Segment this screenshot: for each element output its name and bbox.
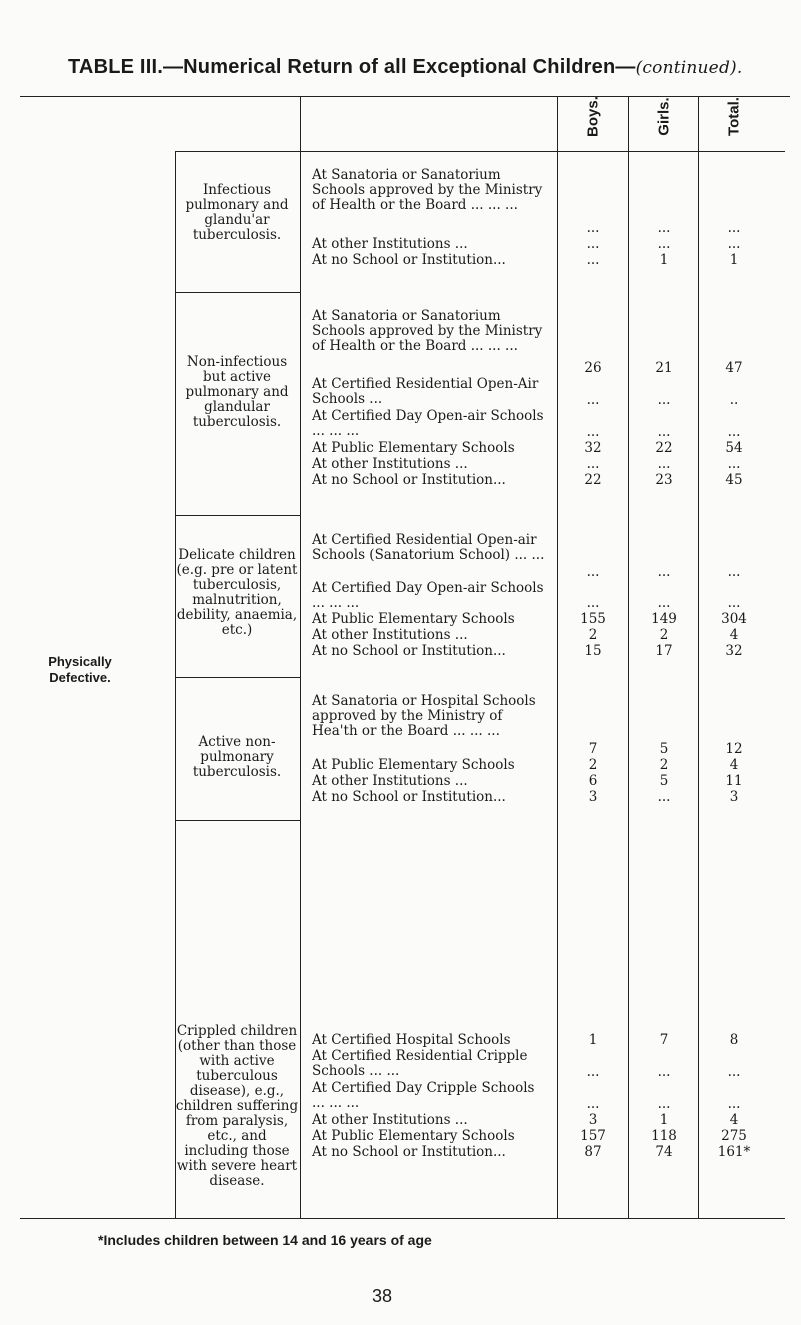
- cell-boys: ...: [586, 595, 600, 611]
- cell-total: 4: [729, 1112, 739, 1128]
- cell-total: 47: [725, 360, 743, 376]
- cell-boys: ...: [586, 252, 600, 268]
- cell-total: 54: [725, 440, 743, 456]
- row-label: At Sanatoria or Hospital Schools approved by the Ministry of Hea'th or the Board ... ... ...: [312, 693, 536, 739]
- cell-boys: 2: [588, 757, 598, 773]
- row-label: At Certified Day Cripple Schools ... ... ...: [312, 1080, 535, 1111]
- row-label: At no School or Institution...: [312, 789, 506, 805]
- cell-total: 3: [729, 789, 739, 805]
- cell-total: 32: [725, 643, 743, 659]
- category-delicate: Delicate children (e.g. pre or latent tuberculosis, malnutrition, debility, anaemia, etc.): [176, 547, 298, 638]
- row-label: At no School or Institution...: [312, 643, 506, 659]
- cell-girls: ...: [657, 1064, 671, 1080]
- cell-total: 4: [729, 627, 739, 643]
- row-label: At Sanatoria or Sanatorium Schools approved by the Ministry of Health or the Board ... ... ...: [312, 167, 543, 213]
- cell-boys: 1: [588, 1032, 598, 1048]
- cell-boys: ...: [586, 236, 600, 252]
- cell-girls: 2: [659, 757, 669, 773]
- cell-total: ...: [727, 564, 741, 580]
- cell-boys: 2: [588, 627, 598, 643]
- cell-total: 161*: [717, 1144, 751, 1160]
- girls-header: Girls.: [655, 97, 673, 136]
- row-label: At Public Elementary Schools: [312, 757, 515, 773]
- cell-girls: 17: [655, 643, 673, 659]
- cell-boys: 15: [584, 643, 602, 659]
- cell-total: ...: [727, 424, 741, 440]
- cell-boys: 22: [584, 472, 602, 488]
- cell-girls: ...: [657, 595, 671, 611]
- cell-boys: 3: [588, 1112, 598, 1128]
- cell-girls: 118: [651, 1128, 677, 1144]
- cell-boys: 7: [588, 741, 598, 757]
- physically-defective-label: Physically Defective.: [48, 654, 112, 685]
- cell-girls: 1: [659, 252, 669, 268]
- cell-total: 304: [721, 611, 747, 627]
- cell-total: 4: [729, 757, 739, 773]
- cell-boys: 6: [588, 773, 598, 789]
- row-label: At no School or Institution...: [312, 1144, 506, 1160]
- cell-boys: ...: [586, 456, 600, 472]
- cell-total: ...: [727, 236, 741, 252]
- cell-boys: ...: [586, 424, 600, 440]
- cell-boys: ...: [586, 220, 600, 236]
- row-label: At Certified Hospital Schools: [312, 1032, 511, 1048]
- row-label: At Certified Residential Open-air Schools (Sanatorium School) ... ...: [312, 532, 545, 563]
- row-label: At Certified Day Open-air Schools ... ... ...: [312, 408, 544, 439]
- cell-boys: 155: [580, 611, 606, 627]
- cell-girls: 149: [651, 611, 677, 627]
- row-label: At other Institutions ...: [312, 456, 468, 472]
- cell-boys: 3: [588, 789, 598, 805]
- row-label: At other Institutions ...: [312, 773, 468, 789]
- cell-boys: ...: [586, 1096, 600, 1112]
- row-label: At Certified Residential Open-Air Schools ...: [312, 376, 539, 407]
- page-title: TABLE III.—Numerical Return of all Exceptional Children—(continued).: [68, 56, 743, 78]
- row-label: At Public Elementary Schools: [312, 611, 515, 627]
- footnote: *Includes children between 14 and 16 years of age: [98, 1232, 432, 1248]
- cell-total: ...: [727, 456, 741, 472]
- row-label: At no School or Institution...: [312, 472, 506, 488]
- cell-girls: ...: [657, 424, 671, 440]
- cell-girls: 5: [659, 741, 669, 757]
- category-crippled: Crippled children (other than those with active tuberculous disease), e.g., children suffering from paralysis, etc., and including those with severe heart disease.: [175, 1023, 299, 1189]
- cell-girls: ...: [657, 456, 671, 472]
- cell-boys: 26: [584, 360, 602, 376]
- total-header: Total.: [725, 97, 743, 136]
- page-number: 38: [372, 1286, 393, 1306]
- row-label: At other Institutions ...: [312, 627, 468, 643]
- row-label: At no School or Institution...: [312, 252, 506, 268]
- cell-total: 12: [725, 741, 743, 757]
- cell-girls: 1: [659, 1112, 669, 1128]
- cell-boys: ...: [586, 392, 600, 408]
- row-label: At Sanatoria or Sanatorium Schools approved by the Ministry of Health or the Board ... ... ...: [312, 308, 543, 354]
- cell-girls: ...: [657, 1096, 671, 1112]
- row-label: At other Institutions ...: [312, 1112, 468, 1128]
- row-label: At Public Elementary Schools: [312, 1128, 515, 1144]
- category-non-infectious: Non-infectious but active pulmonary and glandular tuberculosis.: [185, 354, 289, 430]
- row-label: At Public Elementary Schools: [312, 440, 515, 456]
- cell-total: ...: [727, 595, 741, 611]
- row-label: At Certified Day Open-air Schools ... ... ...: [312, 580, 544, 611]
- cell-total: ..: [729, 392, 739, 408]
- cell-boys: 157: [580, 1128, 606, 1144]
- cell-girls: 5: [659, 773, 669, 789]
- cell-total: 275: [721, 1128, 747, 1144]
- cell-girls: 23: [655, 472, 673, 488]
- cell-girls: 74: [655, 1144, 673, 1160]
- cell-total: ...: [727, 220, 741, 236]
- cell-total: 11: [725, 773, 743, 789]
- row-label: At Certified Residential Cripple Schools ... ...: [312, 1048, 528, 1079]
- cell-total: ...: [727, 1096, 741, 1112]
- boys-header: Boys.: [584, 96, 602, 137]
- cell-girls: 7: [659, 1032, 669, 1048]
- cell-total: 8: [729, 1032, 739, 1048]
- cell-total: 45: [725, 472, 743, 488]
- cell-girls: ...: [657, 236, 671, 252]
- cell-total: 1: [729, 252, 739, 268]
- cell-girls: ...: [657, 220, 671, 236]
- category-infectious: Infectious pulmonary and glandu'ar tuberculosis.: [185, 182, 289, 243]
- cell-girls: 2: [659, 627, 669, 643]
- cell-girls: ...: [657, 789, 671, 805]
- cell-girls: ...: [657, 392, 671, 408]
- cell-girls: 22: [655, 440, 673, 456]
- cell-boys: ...: [586, 1064, 600, 1080]
- row-label: At other Institutions ...: [312, 236, 468, 252]
- cell-boys: 32: [584, 440, 602, 456]
- cell-girls: ...: [657, 564, 671, 580]
- category-active-non-pulmonary: Active non-pulmonary tuberculosis.: [192, 734, 282, 780]
- cell-boys: ...: [586, 564, 600, 580]
- cell-girls: 21: [655, 360, 673, 376]
- cell-boys: 87: [584, 1144, 602, 1160]
- cell-total: ...: [727, 1064, 741, 1080]
